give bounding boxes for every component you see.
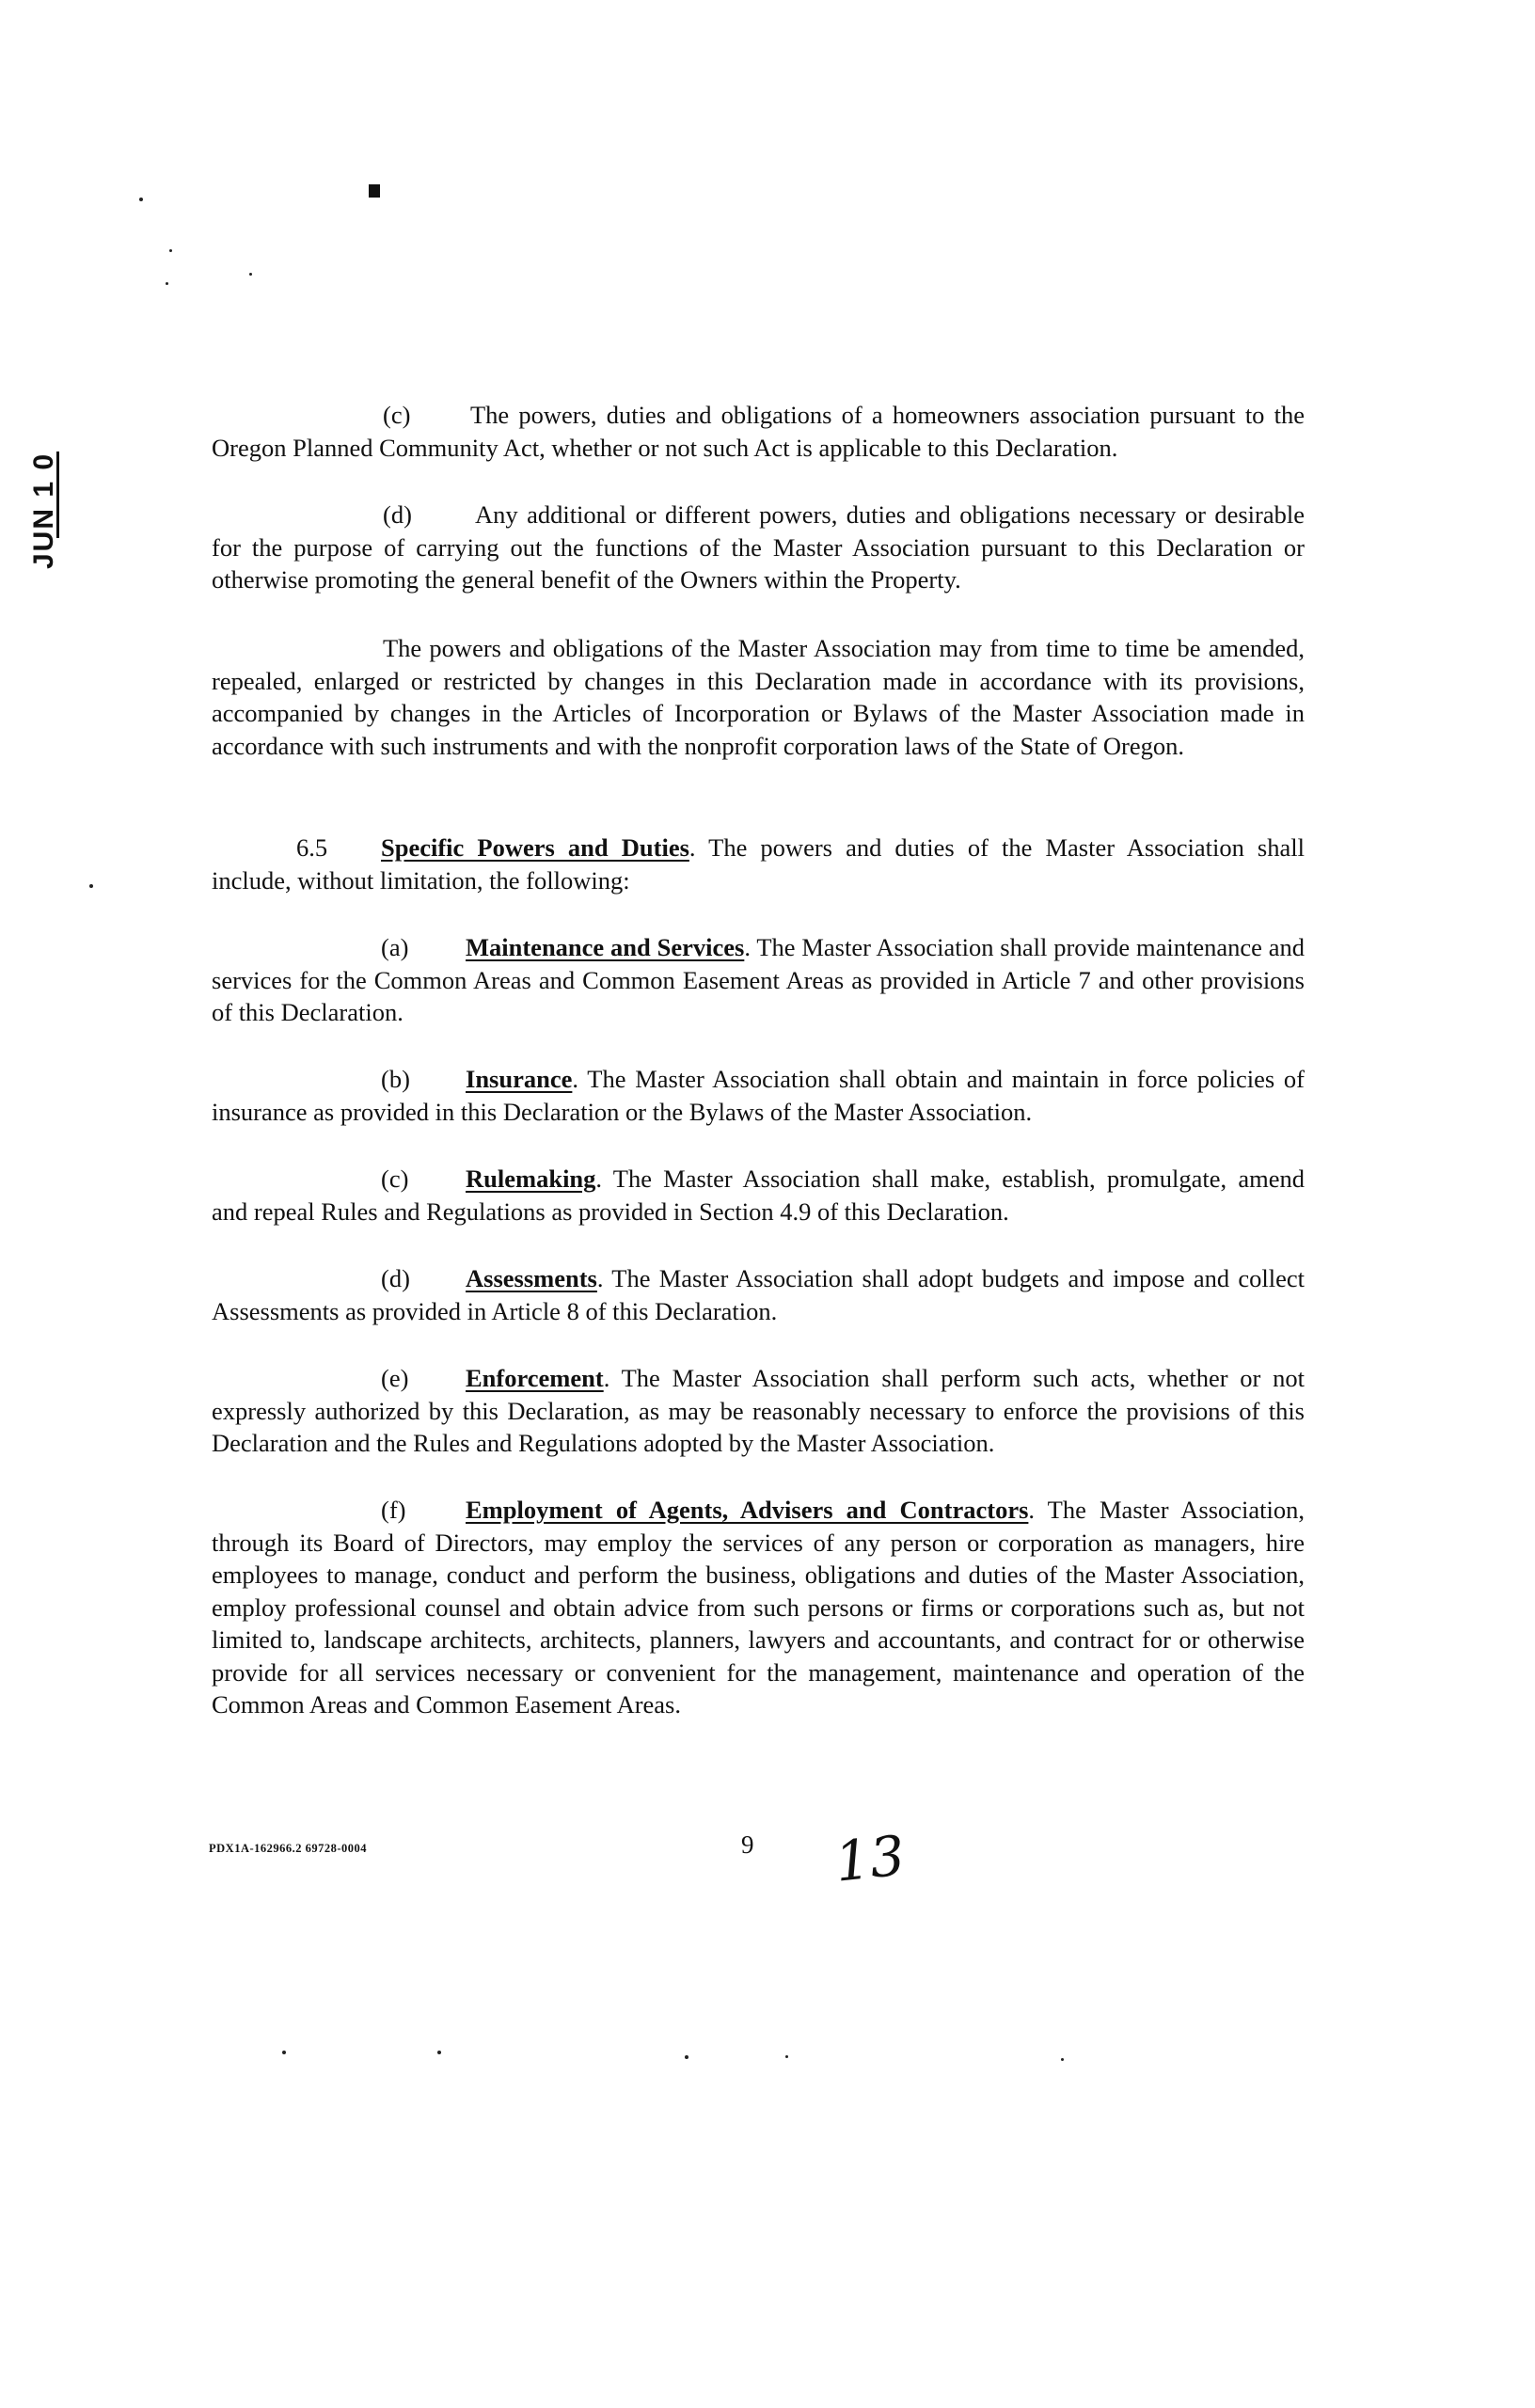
item-text: . The Master Association shall adopt budgets and impose and collect Assessments as provided in Article 8 of this Declaration. [212, 1264, 1305, 1325]
scan-speck [139, 198, 143, 201]
paragraph-text: The powers, duties and obligations of a homeowners association pursuant to the Oregon Planned Community Act, whether or not such Act is applicable to this Declaration. [212, 401, 1305, 462]
scan-speck [1061, 2058, 1064, 2061]
item-heading: Insurance [466, 1065, 573, 1093]
item-c-rulemaking [212, 1163, 1305, 1228]
paragraph-label: (d) [383, 500, 412, 529]
paragraph-c-powers [212, 399, 1305, 464]
item-label: (e) [381, 1364, 409, 1392]
scan-speck [437, 2051, 441, 2054]
item-text: . The Master Association shall perform such acts, whether or not expressly authorized by this Declaration, as may be reasonably necessary to enforce the provisions of this Declaration and the Rules and Regulations adopted by the Master Association. [212, 1364, 1305, 1457]
date-stamp-text: JUN 1 0 [28, 452, 59, 570]
item-e-enforcement [212, 1362, 1305, 1460]
scan-speck [89, 884, 93, 888]
section-heading: Specific Powers and Duties [381, 833, 689, 862]
paragraph-text: The powers and obligations of the Master Association may from time to time be amended, repealed, enlarged or restricted by changes in this Declaration made in accordance with its provisions, accompanied by changes in the Articles of Incorporation or Bylaws of the Master Association made in accordance with such instruments and with the nonprofit corporation laws of the State of Oregon. [212, 634, 1305, 760]
section-number: 6.5 [296, 833, 328, 862]
scan-speck [685, 2055, 688, 2059]
date-stamp [24, 442, 64, 583]
item-text: . The Master Association shall make, establish, promulgate, amend and repeal Rules and Regulations as provided in Section 4.9 of this Declaration. [212, 1164, 1305, 1226]
item-a-maintenance [212, 931, 1305, 1029]
item-label: (f) [381, 1496, 406, 1524]
item-heading: Enforcement [466, 1364, 604, 1392]
item-heading: Maintenance and Services [466, 933, 745, 961]
scan-speck [249, 273, 252, 276]
item-b-insurance [212, 1063, 1305, 1128]
scan-speck [785, 2055, 788, 2058]
item-label: (c) [381, 1164, 409, 1193]
scan-speck [166, 282, 168, 285]
paragraph-powers-amendment [212, 632, 1305, 762]
scan-mark [369, 184, 380, 198]
item-label: (b) [381, 1065, 410, 1093]
section-text: . The powers and duties of the Master Association shall include, without limitation, the following: [212, 833, 1305, 895]
item-heading: Rulemaking [466, 1164, 596, 1193]
item-text: . The Master Association shall provide maintenance and services for the Common Areas and Common Easement Areas as provided in Article 7 and other provisions of this Declaration. [212, 933, 1305, 1026]
item-label: (a) [381, 933, 409, 961]
document-code: PDX1A-162966.2 69728-0004 [209, 1842, 368, 1855]
paragraph-label: (c) [383, 401, 411, 429]
handwritten-page-number: 13 [831, 1823, 909, 1894]
item-text: . The Master Association, through its Board of Directors, may employ the services of any person or corporation as managers, hire employees to manage, conduct and perform the business, obligations and duties of the Master Association, employ professional counsel and obtain advice from such persons or firms or corporations such as, but not limited to, landscape architects, architects, planners, lawyers and accountants, and contract for or otherwise provide for all services necessary or convenient for the management, maintenance and operation of the Common Areas and Common Easement Areas. [212, 1496, 1305, 1719]
scan-speck [282, 2051, 286, 2054]
scan-speck [169, 249, 172, 252]
item-text: . The Master Association shall obtain and maintain in force policies of insurance as provided in this Declaration or the Bylaws of the Master Association. [212, 1065, 1305, 1126]
item-label: (d) [381, 1264, 410, 1292]
item-heading: Assessments [466, 1264, 597, 1292]
item-f-employment [212, 1494, 1305, 1721]
paragraph-text: Any additional or different powers, duties and obligations necessary or desirable for the purpose of carrying out the functions of the Master Association pursuant to this Declaration or otherwise promoting the general benefit of the Owners within the Property. [212, 500, 1305, 594]
item-d-assessments [212, 1262, 1305, 1327]
section-6-5 [212, 832, 1305, 896]
page-number: 9 [741, 1830, 754, 1859]
paragraph-d-additional-powers [212, 499, 1305, 596]
item-heading: Employment of Agents, Advisers and Contractors [466, 1496, 1029, 1524]
